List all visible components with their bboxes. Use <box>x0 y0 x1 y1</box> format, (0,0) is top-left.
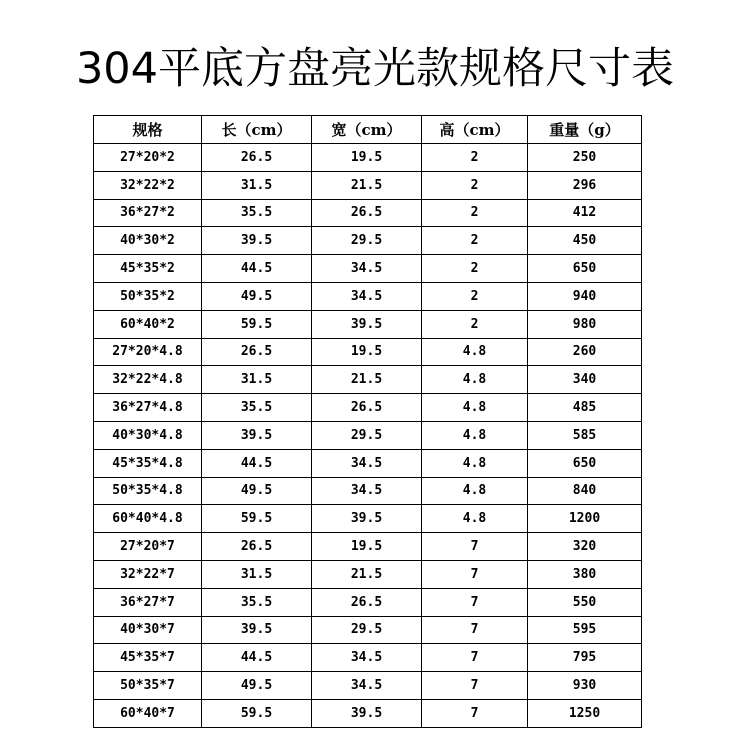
table-row <box>94 366 642 394</box>
table-row <box>94 227 642 255</box>
cell-height: 2 <box>422 171 528 199</box>
cell-spec: 45*35*4.8 <box>94 449 202 477</box>
table-row <box>94 616 642 644</box>
cell-length: 49.5 <box>202 672 312 700</box>
cell-length: 44.5 <box>202 255 312 283</box>
cell-height: 4.8 <box>422 338 528 366</box>
cell-length: 49.5 <box>202 477 312 505</box>
cell-spec: 40*30*4.8 <box>94 421 202 449</box>
table-row <box>94 449 642 477</box>
cell-width: 21.5 <box>312 366 422 394</box>
table-row <box>94 505 642 533</box>
table-row <box>94 560 642 588</box>
cell-width: 39.5 <box>312 505 422 533</box>
table-row <box>94 421 642 449</box>
cell-weight: 296 <box>528 171 642 199</box>
table-row <box>94 144 642 172</box>
table-row <box>94 394 642 422</box>
cell-spec: 60*40*7 <box>94 699 202 727</box>
cell-height: 4.8 <box>422 449 528 477</box>
cell-length: 49.5 <box>202 282 312 310</box>
cell-length: 44.5 <box>202 449 312 477</box>
cell-height: 2 <box>422 227 528 255</box>
cell-width: 21.5 <box>312 560 422 588</box>
cell-spec: 27*20*4.8 <box>94 338 202 366</box>
table-row <box>94 199 642 227</box>
cell-width: 29.5 <box>312 616 422 644</box>
header-weight: 重量（g） <box>528 116 642 144</box>
cell-length: 35.5 <box>202 394 312 422</box>
cell-width: 26.5 <box>312 394 422 422</box>
cell-width: 26.5 <box>312 199 422 227</box>
cell-weight: 485 <box>528 394 642 422</box>
cell-weight: 650 <box>528 449 642 477</box>
cell-spec: 50*35*7 <box>94 672 202 700</box>
cell-height: 7 <box>422 699 528 727</box>
cell-spec: 60*40*4.8 <box>94 505 202 533</box>
cell-width: 29.5 <box>312 227 422 255</box>
cell-weight: 1250 <box>528 699 642 727</box>
cell-weight: 795 <box>528 644 642 672</box>
table-row <box>94 338 642 366</box>
table-row <box>94 644 642 672</box>
cell-weight: 650 <box>528 255 642 283</box>
table-row <box>94 588 642 616</box>
cell-spec: 36*27*4.8 <box>94 394 202 422</box>
cell-height: 7 <box>422 644 528 672</box>
cell-height: 2 <box>422 144 528 172</box>
cell-weight: 930 <box>528 672 642 700</box>
page-title: 304平底方盘亮光款规格尺寸表 <box>75 44 675 94</box>
cell-length: 59.5 <box>202 505 312 533</box>
table-row <box>94 533 642 561</box>
cell-weight: 450 <box>528 227 642 255</box>
cell-spec: 40*30*7 <box>94 616 202 644</box>
table-row <box>94 282 642 310</box>
cell-length: 26.5 <box>202 338 312 366</box>
cell-width: 34.5 <box>312 477 422 505</box>
cell-spec: 45*35*2 <box>94 255 202 283</box>
cell-length: 44.5 <box>202 644 312 672</box>
cell-width: 29.5 <box>312 421 422 449</box>
cell-height: 7 <box>422 672 528 700</box>
cell-width: 34.5 <box>312 255 422 283</box>
cell-width: 39.5 <box>312 310 422 338</box>
cell-weight: 940 <box>528 282 642 310</box>
table-header-row <box>94 116 642 144</box>
cell-weight: 840 <box>528 477 642 505</box>
table-row <box>94 255 642 283</box>
cell-weight: 595 <box>528 616 642 644</box>
cell-height: 7 <box>422 588 528 616</box>
cell-length: 31.5 <box>202 560 312 588</box>
spec-table <box>93 115 642 728</box>
table-row <box>94 672 642 700</box>
cell-height: 4.8 <box>422 366 528 394</box>
cell-width: 19.5 <box>312 338 422 366</box>
cell-length: 39.5 <box>202 616 312 644</box>
cell-length: 59.5 <box>202 699 312 727</box>
cell-weight: 340 <box>528 366 642 394</box>
cell-spec: 40*30*2 <box>94 227 202 255</box>
cell-height: 7 <box>422 560 528 588</box>
table-row <box>94 477 642 505</box>
cell-spec: 60*40*2 <box>94 310 202 338</box>
cell-weight: 585 <box>528 421 642 449</box>
cell-weight: 320 <box>528 533 642 561</box>
cell-spec: 32*22*7 <box>94 560 202 588</box>
header-height: 高（cm） <box>422 116 528 144</box>
cell-width: 34.5 <box>312 644 422 672</box>
cell-width: 39.5 <box>312 699 422 727</box>
cell-weight: 550 <box>528 588 642 616</box>
cell-spec: 50*35*4.8 <box>94 477 202 505</box>
cell-width: 26.5 <box>312 588 422 616</box>
cell-weight: 250 <box>528 144 642 172</box>
cell-height: 4.8 <box>422 421 528 449</box>
cell-spec: 36*27*2 <box>94 199 202 227</box>
cell-height: 4.8 <box>422 394 528 422</box>
cell-spec: 32*22*2 <box>94 171 202 199</box>
cell-length: 39.5 <box>202 421 312 449</box>
cell-length: 59.5 <box>202 310 312 338</box>
cell-length: 31.5 <box>202 366 312 394</box>
cell-spec: 50*35*2 <box>94 282 202 310</box>
cell-height: 4.8 <box>422 477 528 505</box>
cell-height: 2 <box>422 282 528 310</box>
cell-weight: 380 <box>528 560 642 588</box>
cell-spec: 27*20*7 <box>94 533 202 561</box>
cell-width: 34.5 <box>312 672 422 700</box>
table-body <box>94 144 642 728</box>
cell-width: 34.5 <box>312 449 422 477</box>
cell-width: 19.5 <box>312 144 422 172</box>
header-width: 宽（cm） <box>312 116 422 144</box>
table-row <box>94 699 642 727</box>
cell-spec: 36*27*7 <box>94 588 202 616</box>
cell-width: 21.5 <box>312 171 422 199</box>
cell-spec: 45*35*7 <box>94 644 202 672</box>
header-spec: 规格 <box>94 116 202 144</box>
table-row <box>94 171 642 199</box>
header-length: 长（cm） <box>202 116 312 144</box>
cell-width: 34.5 <box>312 282 422 310</box>
cell-weight: 260 <box>528 338 642 366</box>
cell-width: 19.5 <box>312 533 422 561</box>
cell-spec: 32*22*4.8 <box>94 366 202 394</box>
cell-height: 4.8 <box>422 505 528 533</box>
cell-length: 35.5 <box>202 588 312 616</box>
cell-length: 26.5 <box>202 144 312 172</box>
cell-height: 7 <box>422 533 528 561</box>
table-row <box>94 310 642 338</box>
cell-length: 39.5 <box>202 227 312 255</box>
cell-height: 7 <box>422 616 528 644</box>
cell-spec: 27*20*2 <box>94 144 202 172</box>
cell-length: 35.5 <box>202 199 312 227</box>
cell-height: 2 <box>422 199 528 227</box>
cell-length: 31.5 <box>202 171 312 199</box>
cell-height: 2 <box>422 310 528 338</box>
cell-weight: 412 <box>528 199 642 227</box>
cell-weight: 1200 <box>528 505 642 533</box>
cell-length: 26.5 <box>202 533 312 561</box>
cell-height: 2 <box>422 255 528 283</box>
cell-weight: 980 <box>528 310 642 338</box>
